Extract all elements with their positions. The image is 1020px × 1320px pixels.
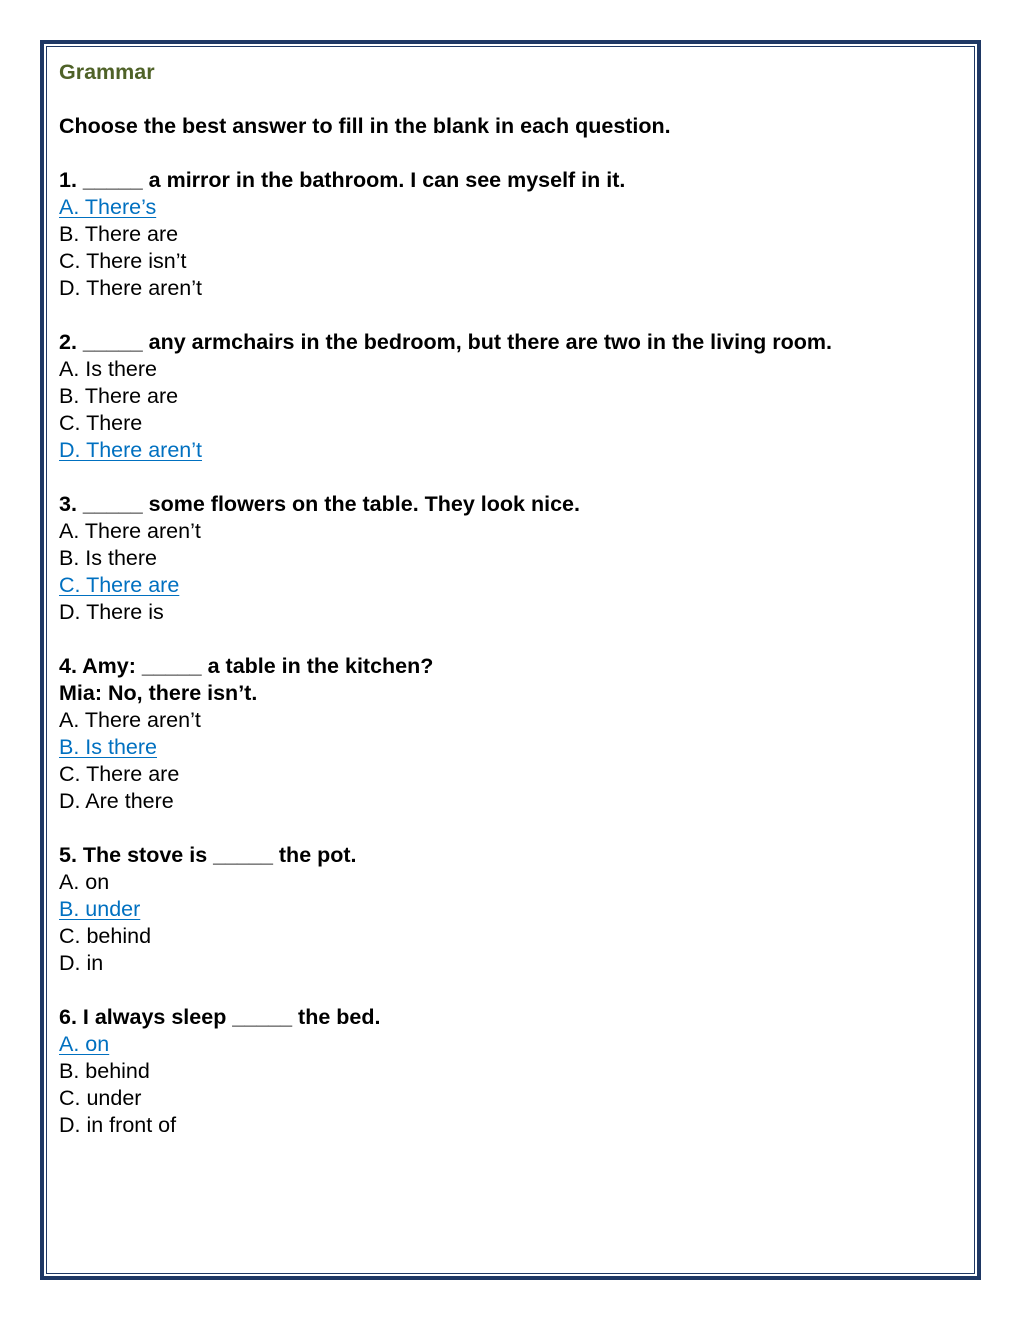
answer-option-correct[interactable]: B. Is there — [59, 735, 157, 759]
question-text: 2. _____ any armchairs in the bedroom, but there are two in the living room. — [59, 330, 833, 354]
question-3 — [59, 491, 959, 626]
answer-option[interactable]: C. There are — [59, 762, 180, 786]
answer-option[interactable]: C. under — [59, 1086, 142, 1110]
question-text: 1. _____ a mirror in the bathroom. I can see myself in it. — [59, 168, 626, 192]
question-4 — [59, 653, 959, 815]
answer-option[interactable]: A. on — [59, 870, 110, 894]
question-text: 3. _____ some flowers on the table. They look nice. — [59, 492, 580, 516]
answer-option[interactable]: D. in front of — [59, 1113, 177, 1137]
question-2 — [59, 329, 959, 464]
answer-option[interactable]: B. Is there — [59, 546, 157, 570]
question-6 — [59, 1004, 959, 1139]
answer-option[interactable]: C. There — [59, 411, 143, 435]
answer-option[interactable]: C. There isn’t — [59, 249, 187, 273]
question-5 — [59, 842, 959, 977]
section-title: Grammar — [59, 60, 155, 84]
answer-option-correct[interactable]: D. There aren’t — [59, 438, 203, 462]
answer-option[interactable]: B. behind — [59, 1059, 150, 1083]
answer-option[interactable]: A. There aren’t — [59, 519, 201, 543]
answer-option[interactable]: C. behind — [59, 924, 152, 948]
answer-option-correct[interactable]: C. There are — [59, 573, 180, 597]
instruction-text: Choose the best answer to fill in the blank in each question. — [59, 114, 671, 138]
answer-option[interactable]: D. in — [59, 951, 104, 975]
answer-option[interactable]: D. There aren’t — [59, 276, 203, 300]
question-list — [59, 167, 959, 1139]
question-1 — [59, 167, 959, 302]
question-text: 4. Amy: _____ a table in the kitchen? — [59, 654, 434, 678]
answer-option-correct[interactable]: A. There’s — [59, 195, 157, 219]
question-text: 6. I always sleep _____ the bed. — [59, 1005, 381, 1029]
answer-option-correct[interactable]: A. on — [59, 1032, 110, 1056]
question-text: 5. The stove is _____ the pot. — [59, 843, 357, 867]
answer-option[interactable]: A. Is there — [59, 357, 157, 381]
answer-option[interactable]: A. There aren’t — [59, 708, 201, 732]
answer-option[interactable]: B. There are — [59, 222, 179, 246]
worksheet-content — [59, 59, 959, 1139]
answer-option[interactable]: B. There are — [59, 384, 179, 408]
question-text: Mia: No, there isn’t. — [59, 681, 258, 705]
answer-option[interactable]: D. Are there — [59, 789, 174, 813]
answer-option[interactable]: D. There is — [59, 600, 164, 624]
answer-option-correct[interactable]: B. under — [59, 897, 141, 921]
